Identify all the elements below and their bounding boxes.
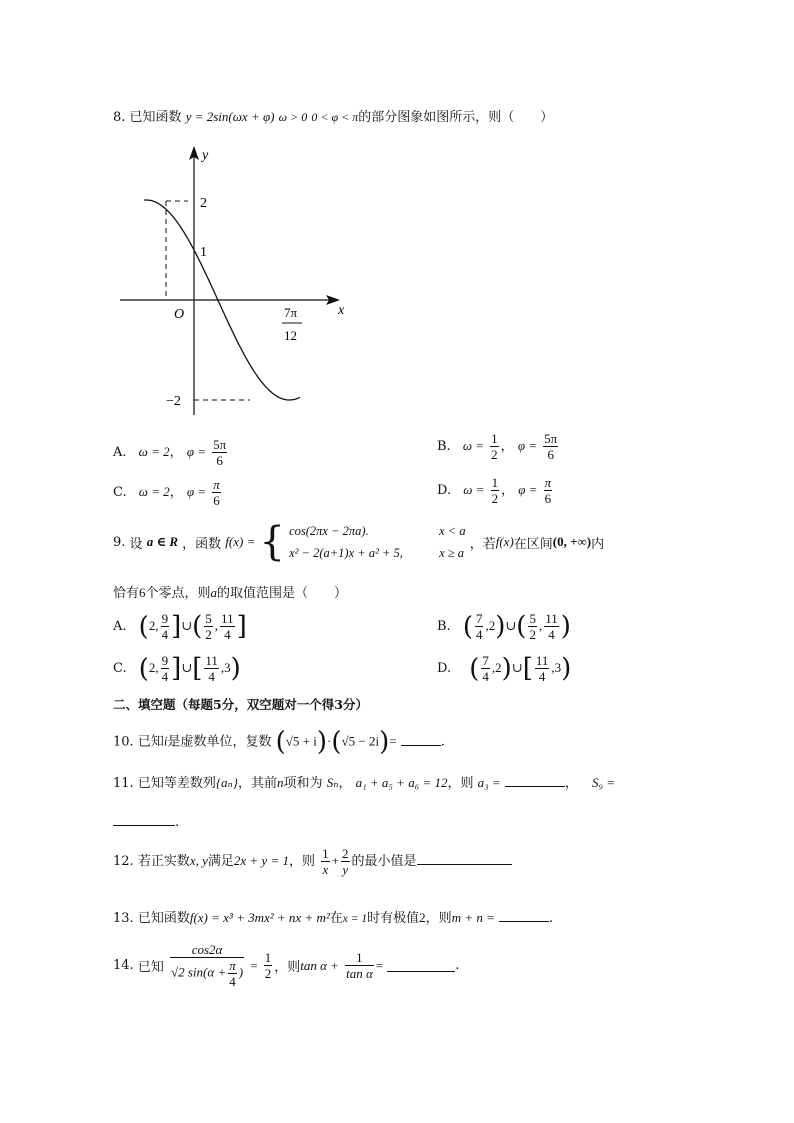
y-axis-label: y bbox=[202, 148, 209, 163]
q8-function: y = 2sin(ωx + φ) bbox=[185, 109, 275, 124]
option-label: D. bbox=[437, 483, 452, 498]
option-omega: $\frac{1}{2}$ bbox=[491, 475, 499, 506]
answer-blank-s9[interactable] bbox=[113, 813, 175, 826]
q9-option-b[interactable]: B. ( $\frac{7}{4}$ ,2)∪( $\frac{5}{2}$ , $\frac{11}{4}$ ) bbox=[437, 611, 571, 642]
option-phi: $\frac{\pi}{6}$ bbox=[544, 475, 552, 506]
q13-number: 13. bbox=[113, 911, 134, 926]
option-omega: ω = 2 bbox=[138, 444, 170, 459]
q9-fx2: f(x) bbox=[495, 534, 514, 549]
q10-number: 10. bbox=[113, 734, 134, 750]
q13-stem: 13. 已知函数f(x) = x³ + 3mx² + nx + m²在x = 1时有极值2，则m + n = . bbox=[113, 910, 554, 926]
q9-fx: f(x) = bbox=[225, 534, 256, 549]
q8-option-c[interactable]: C. ω = 2， φ = $\frac{\pi}{6}$ bbox=[113, 477, 220, 508]
q8-graph bbox=[110, 140, 360, 420]
q9-option-c[interactable]: C. (2, $\frac{9}{4}$ ]∪[ $\frac{11}{4}$ ,3) bbox=[113, 653, 241, 684]
q9-stem bbox=[113, 520, 604, 564]
q9-prefix: 设 bbox=[129, 536, 143, 552]
q9-domain: a ∈ R bbox=[146, 534, 178, 549]
option-label: C. bbox=[113, 485, 127, 500]
q8-option-b[interactable]: B. ω = $\frac{1}{2}$ ， φ = $\frac{5\pi}{6}$ bbox=[437, 431, 558, 462]
q8-option-d[interactable]: D. ω = $\frac{1}{2}$ ， φ = $\frac{\pi}{6}$ bbox=[437, 475, 552, 506]
q9-stem-line2: 恰有6个零点，则a的取值范围是（ ） bbox=[113, 585, 348, 601]
origin-label: O bbox=[174, 307, 185, 322]
q11-continuation: . bbox=[113, 813, 179, 830]
q10-stem: 10. 已知i是虚数单位，复数 (√5 + i)·(√5 − 2i)= . bbox=[113, 727, 445, 757]
x-tick-numerator: 7π bbox=[284, 305, 298, 320]
option-label: C. bbox=[113, 661, 127, 676]
option-label: A. bbox=[113, 619, 127, 634]
option-omega: ω = 2 bbox=[138, 484, 170, 499]
option-label: B. bbox=[437, 619, 451, 634]
q8-cond-omega: ω > 0 bbox=[278, 110, 308, 124]
option-label: B. bbox=[437, 439, 451, 454]
tick-label-neg2: −2 bbox=[166, 394, 181, 409]
q9-option-d[interactable]: D. ( $\frac{7}{4}$ ,2)∪[ $\frac{11}{4}$ ,3) bbox=[437, 653, 572, 684]
q12-number: 12. bbox=[113, 854, 134, 869]
q8-suffix: 的部分图象如图所示，则（ ） bbox=[358, 110, 554, 125]
answer-blank-a3[interactable] bbox=[505, 774, 565, 787]
x-axis-label: x bbox=[338, 303, 345, 318]
answer-blank[interactable] bbox=[401, 733, 441, 746]
x-tick-denominator: 12 bbox=[284, 328, 297, 343]
piecewise-brace: { bbox=[259, 519, 285, 565]
option-phi: $\frac{\pi}{6}$ bbox=[213, 477, 220, 508]
q9-mid2: 在区间 bbox=[513, 536, 553, 552]
q8-number: 8. bbox=[113, 110, 126, 125]
q9-number: 9. bbox=[113, 534, 126, 550]
option-phi: $\frac{5\pi}{6}$ bbox=[544, 431, 558, 462]
option-label: D. bbox=[437, 661, 452, 676]
answer-blank[interactable] bbox=[387, 959, 455, 972]
option-label: A. bbox=[113, 445, 127, 460]
tick-label-1: 1 bbox=[200, 245, 207, 260]
q9-option-a[interactable]: A. (2, $\frac{9}{4}$ ]∪( $\frac{5}{2}$ , $\frac{11}{4}$ ] bbox=[113, 611, 247, 642]
q8-stem bbox=[113, 106, 553, 125]
case2-cond: x ≥ a bbox=[439, 546, 465, 560]
answer-blank[interactable] bbox=[499, 909, 549, 922]
case1-cond: x < a bbox=[439, 524, 466, 538]
case2-expr: x² − 2(a+1)x + a² + 5, bbox=[289, 546, 403, 560]
q8-option-a[interactable]: A. ω = 2， φ = $\frac{5\pi}{6}$ bbox=[113, 437, 227, 468]
q8-prefix: 已知函数 bbox=[129, 110, 182, 125]
q9-suffix: 内 bbox=[591, 536, 605, 552]
q9-interval: (0, +∞) bbox=[552, 534, 592, 549]
q11-stem: 11. 已知等差数列{aₙ}，其前n项和为 Sₙ， a₁ + a₅ + a₆ = 12，则 a₃ = ， S₉ = bbox=[113, 775, 616, 791]
q9-mid: ，若 bbox=[469, 536, 496, 552]
answer-blank[interactable] bbox=[417, 852, 512, 865]
case1-expr: cos(2πx − 2πa). bbox=[289, 524, 369, 538]
q11-number: 11. bbox=[113, 776, 134, 791]
q14-lhs-fraction: cos2α √2 sin(α + $\frac{\pi}{4}$ ) bbox=[170, 942, 244, 989]
q14-number: 14. bbox=[113, 958, 134, 973]
option-omega: $\frac{1}{2}$ bbox=[491, 431, 498, 462]
q9-func-label: ，函数 bbox=[182, 536, 222, 552]
q14-stem: 14. 已知 cos2α √2 sin(α + $\frac{\pi}{4}$ ) = $\frac{1}{2}$ ，则tan α + $\frac{1}{\text{tan α}}$ = . bbox=[113, 942, 460, 989]
q9-piecewise-cases bbox=[289, 520, 465, 564]
section-heading-fill-in: 二、填空题（每题5分，双空题对一个得3分） bbox=[113, 697, 368, 712]
option-phi: $\frac{5\pi}{6}$ bbox=[213, 437, 227, 468]
q12-stem: 12. 若正实数x, y满足2x + y = 1，则 $\frac{1}{x}$ + $\frac{2}{y}$ 的最小值是 bbox=[113, 846, 512, 877]
q8-cond-phi: 0 < φ < π bbox=[311, 110, 359, 124]
tick-label-2: 2 bbox=[200, 196, 207, 211]
